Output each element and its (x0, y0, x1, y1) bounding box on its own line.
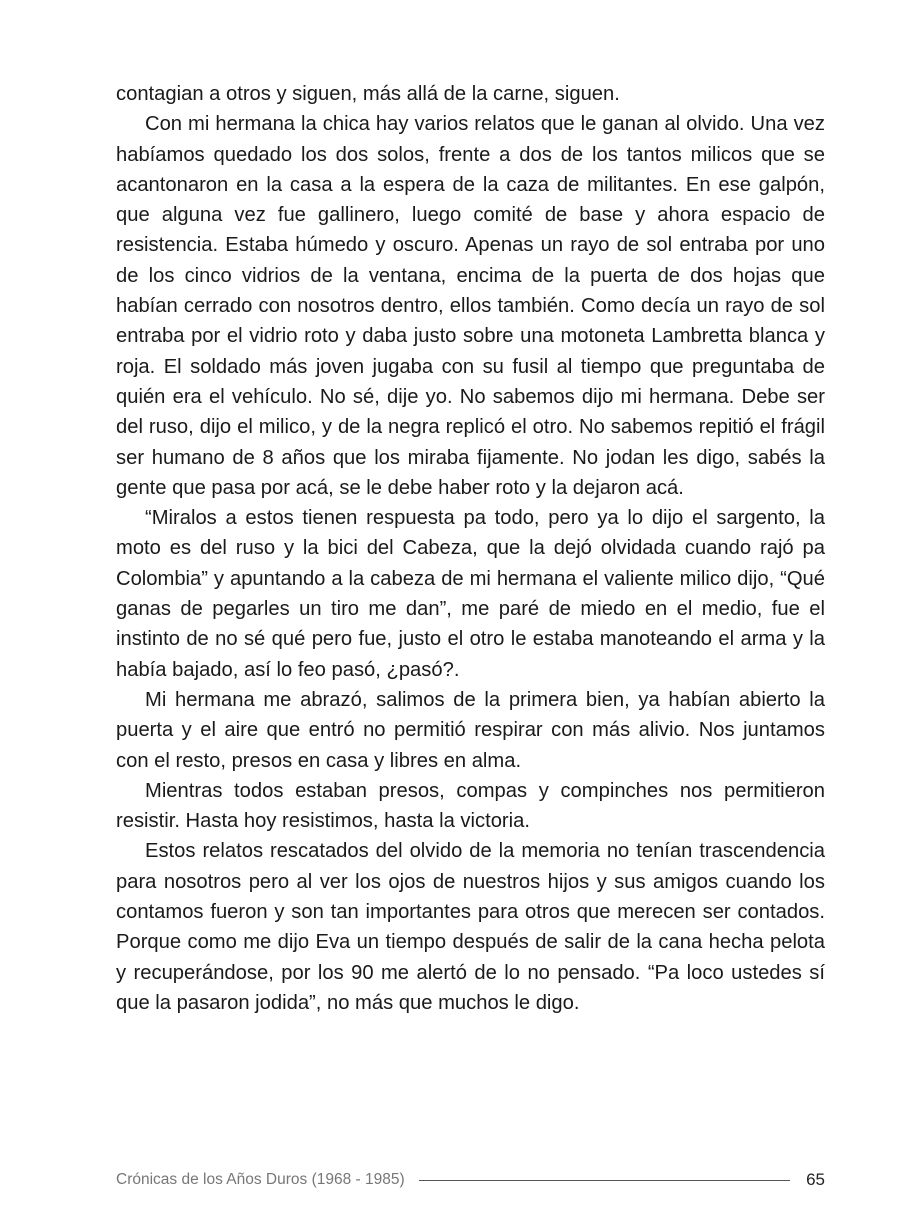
paragraph-continuation: contagian a otros y siguen, más allá de la carne, siguen. (116, 83, 620, 105)
footer-book-title: Crónicas de los Años Duros (1968 - 1985) (116, 1171, 405, 1188)
paragraph-soldier-quote: “Miralos a estos tienen respuesta pa todo, pero ya lo dijo el sargento, la moto es del ruso y la bici del Cabeza, que la dejó olvidada cuando rajó pa Colombia” y apuntando a la cabeza de mi hermana el valiente milico dijo, “Qué ganas de pegarles un tiro me dan”, me paré de miedo en el medio, fue el instinto de no sé qué pero fue, justo el otro le estaba manoteando el arma y la había bajado, así lo feo pasó, ¿pasó?. (116, 507, 825, 681)
page-number: 65 (806, 1170, 825, 1189)
footer-divider (419, 1180, 790, 1181)
paragraph-memory: Estos relatos rescatados del olvido de la memoria no tenían trascendencia para nosotros pero al ver los ojos de nuestros hijos y sus amigos cuando los contamos fueron y son tan importantes para otros que merecen ser contados. Porque como me dijo Eva un tiempo después de salir de la cana hecha pelota y recuperándose, por los 90 me alertó de lo no pensado. “Pa loco ustedes sí que la pasaron jodida”, no más que muchos le digo. (116, 840, 825, 1014)
paragraph-embrace: Mi hermana me abrazó, salimos de la primera bien, ya habían abierto la puerta y el aire que entró no permitió respirar con más alivio. Nos juntamos con el resto, presos en casa y libres en alma. (116, 688, 825, 772)
paragraph-resistance: Mientras todos estaban presos, compas y compinches nos permitieron resistir. Hasta hoy resistimos, hasta la victoria. (116, 779, 825, 833)
page-footer (116, 1167, 825, 1193)
body-text (116, 79, 825, 1018)
paragraph-sister-story: Con mi hermana la chica hay varios relatos que le ganan al olvido. Una vez habíamos quedado los dos solos, frente a dos de los tantos milicos que se acantonaron en la casa a la espera de la caza de militantes. En ese galpón, que alguna vez fue gallinero, luego comité de base y ahora espacio de resistencia. Estaba húmedo y oscuro. Apenas un rayo de sol entraba por uno de los cinco vidrios de la ventana, encima de la puerta de dos hojas que habían cerrado con nosotros dentro, ellos también. Como decía un rayo de sol entraba por el vidrio roto y daba justo sobre una motoneta Lambretta blanca y roja. El soldado más joven jugaba con su fusil al tiempo que preguntaba de quién era el vehículo. No sé, dije yo. No sabemos dijo mi hermana. Debe ser del ruso, dijo el milico, y de la negra replicó el otro. No sabemos repitió el frágil ser humano de 8 años que los miraba fijamente. No jodan les digo, sabés la gente que pasa por acá, se le debe haber roto y la dejaron acá. (116, 113, 825, 499)
